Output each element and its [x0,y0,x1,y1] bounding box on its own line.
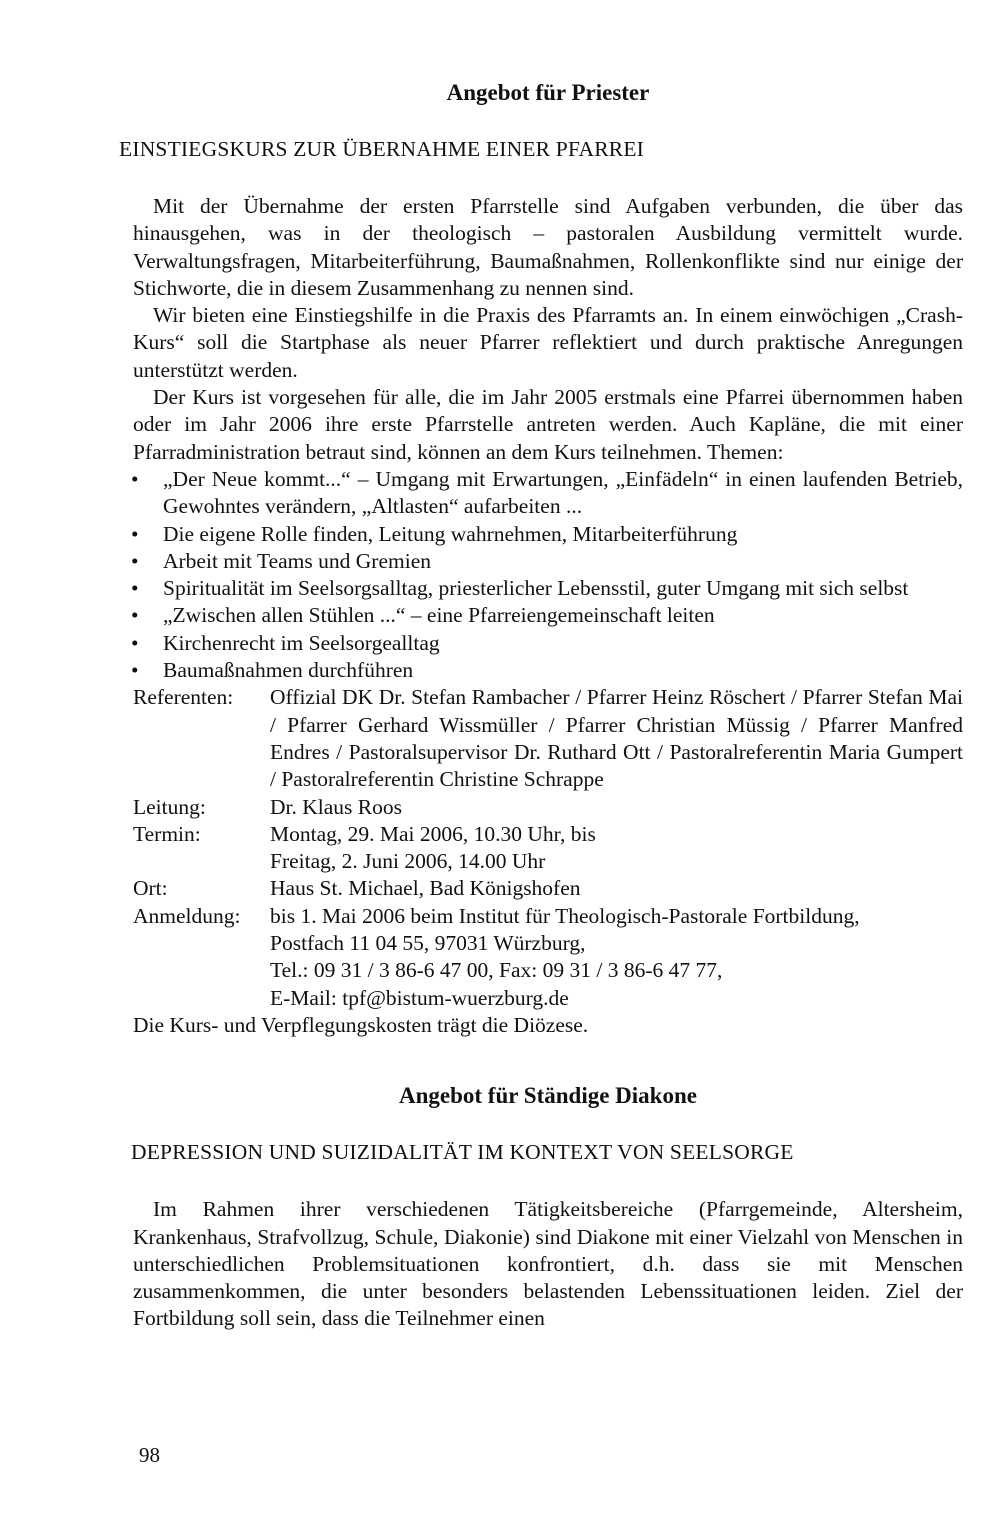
info-value [270,821,963,876]
termin-start: Montag, 29. Mai 2006, 10.30 Uhr, bis [270,821,596,846]
info-row-anmeldung [133,903,963,1012]
termin-end: Freitag, 2. Juni 2006, 14.00 Uhr [270,849,546,874]
course-info-table [133,684,963,1012]
anmeldung-deadline: bis 1. Mai 2006 beim Institut für Theologisch-Pastorale Fortbildung, [270,903,860,928]
info-value [270,903,963,1012]
info-label: Termin: [133,821,201,846]
anmeldung-address: Postfach 11 04 55, 97031 Würzburg, [270,931,586,956]
info-value: Dr. Klaus Roos [270,794,402,819]
info-row-termin [133,821,963,876]
info-label: Leitung: [133,794,206,819]
topic-item: • Arbeit mit Teams und Gremien [133,548,963,575]
section-title-priester: Angebot für Priester [446,80,650,105]
info-value: Offizial DK Dr. Stefan Rambacher / Pfarrer Heinz Röschert / Pfarrer Stefan Mai / Pfarrer Gerhard Wissmüller / Pfarrer Christian Müssig / Pfarrer Manfred Endres / Pastoralsupervisor Dr. Ruthard Ott / Pastoralreferentin Maria Gumpert / Pastoralreferentin Christine Schrappe [270,685,963,792]
info-value: Haus St. Michael, Bad Königshofen [270,876,581,901]
document-page [119,78,963,1333]
diakone-paragraph: Im Rahmen ihrer verschiedenen Tätigkeitsbereiche (Pfarrgemeinde, Altersheim, Krankenhaus, Strafvollzug, Schule, Diakonie) sind Diakone mit einer Vielzahl von Menschen in unterschiedlichen Problemsituationen konfrontiert, d.h. dass sie mit Menschen zusammenkommen, die unter besonders belastenden Lebenssituationen leiden. Ziel der Fortbildung soll sein, dass die Teilnehmer einen [133,1197,963,1331]
topic-item: • Spiritualität im Seelsorgsalltag, priesterlicher Lebensstil, guter Umgang mit sich selbst [133,575,963,602]
topic-item: • Die eigene Rolle finden, Leitung wahrnehmen, Mitarbeiterführung [133,521,963,548]
info-label: Ort: [133,876,168,901]
info-label: Anmeldung: [133,903,241,928]
topic-item: • Kirchenrecht im Seelsorgealltag [133,630,963,657]
anmeldung-email: E-Mail: tpf@bistum-wuerzburg.de [270,985,569,1010]
intro-paragraph-3: Der Kurs ist vorgesehen für alle, die im Jahr 2005 erstmals eine Pfarrei übernommen haben oder im Jahr 2006 ihre erste Pfarrstelle antreten werden. Auch Kapläne, die mit einer Pfarradministration betraut sind, können an dem Kurs teilnehmen. Themen: [133,385,963,464]
topic-list [133,466,963,684]
course-title-einstiegskurs: EINSTIEGSKURS ZUR ÜBERNAHME EINER PFARREI [119,137,645,161]
course-title-depression: DEPRESSION UND SUIZIDALITÄT IM KONTEXT VON SEELSORGE [131,1140,794,1165]
topic-item: • „Zwischen allen Stühlen ...“ – eine Pfarreiengemeinschaft leiten [133,602,963,629]
section-title-diakone: Angebot für Ständige Diakone [399,1083,697,1109]
costs-note: Die Kurs- und Verpflegungskosten trägt die Diözese. [133,1012,589,1037]
anmeldung-phone: Tel.: 09 31 / 3 86-6 47 00, Fax: 09 31 / 3 86-6 47 77, [270,958,723,983]
info-row-ort [133,875,963,902]
intro-paragraph-1: Mit der Übernahme der ersten Pfarrstelle sind Aufgaben verbunden, die über das hinausgehen, was in der theologisch – pastoralen Ausbildung vermittelt wurde. Verwaltungsfragen, Mitarbeiterführung, Baumaßnahmen, Rollenkonflikte sind nur einige der Stichworte, die in diesem Zusammenhang zu nennen sind. [133,194,963,300]
info-row-referenten [133,684,963,793]
topic-item: • Baumaßnahmen durchführen [133,657,963,684]
info-label: Referenten: [133,685,234,710]
info-row-leitung [133,794,963,821]
topic-item: • „Der Neue kommt...“ – Umgang mit Erwartungen, „Einfädeln“ in einen laufenden Betrieb, Gewohntes verändern, „Altlasten“ aufarbeiten ... [133,466,963,521]
intro-paragraph-2: Wir bieten eine Einstiegshilfe in die Praxis des Pfarramts an. In einem einwöchigen „Crash-Kurs“ soll die Startphase als neuer Pfarrer reflektiert und durch praktische Anregungen unterstützt werden. [133,303,963,382]
page-number: 98 [139,1443,160,1467]
